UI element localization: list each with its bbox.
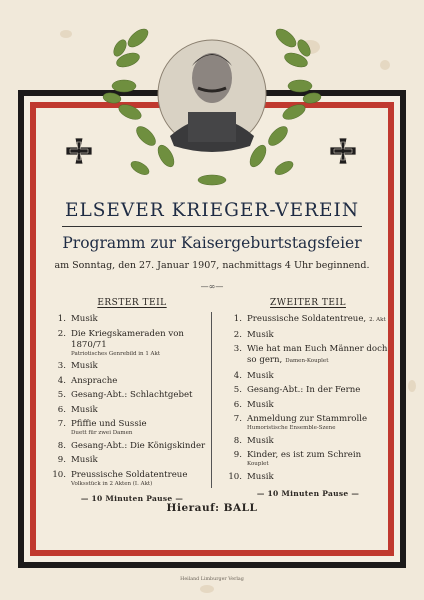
program-item-number: 3.	[233, 344, 242, 354]
portrait-wreath-icon	[100, 8, 324, 188]
finale-ball: Hierauf: BALL	[166, 502, 258, 514]
stain	[380, 60, 390, 70]
program-item-title: Musik	[247, 435, 274, 446]
page-subtitle: Programm zur Kaisergeburtstagsfeier	[62, 234, 362, 252]
program-item-title: Preussische Soldatentreue	[71, 469, 188, 480]
program-item-title: Musik	[247, 329, 274, 340]
program-item-number: 3.	[57, 361, 66, 371]
program-item-entry	[71, 390, 212, 401]
page-title: ELSEVER KRIEGER-VEREIN	[64, 200, 360, 221]
program-part-1	[52, 298, 212, 503]
iron-cross-left-icon	[64, 136, 94, 166]
program-item-note: Volksstück in 2 Akten (I. Akt)	[71, 480, 153, 487]
program-item-title: Musik	[71, 361, 98, 371]
program-item	[228, 371, 388, 382]
program-item-title: Musik	[247, 471, 274, 482]
program-item-entry	[247, 314, 388, 326]
program-item-title: Musik	[247, 370, 274, 381]
program-item-number: 9.	[57, 455, 66, 465]
program-item-number: 8.	[233, 435, 242, 446]
program-item-title: Gesang-Abt.: Die Königskinder	[71, 440, 206, 451]
program-item-entry	[71, 314, 212, 325]
program-item-number: 7.	[57, 419, 66, 429]
printer-imprint: Heiland Limburger Verlag	[180, 577, 244, 582]
program-item	[52, 455, 212, 466]
program-item-title: Die Kriegskameraden von 1870/71	[71, 328, 184, 350]
program-item	[52, 329, 212, 358]
program-item-note: Humoristische Ensemble-Szene	[247, 425, 336, 431]
program-item-number: 5.	[233, 385, 242, 395]
program-item-title: Musik	[247, 399, 274, 410]
program-item-entry	[71, 470, 212, 488]
stain	[200, 585, 214, 593]
program-item-number: 8.	[57, 440, 66, 451]
ornament-divider: —∞—	[200, 282, 224, 291]
program-item-entry	[71, 455, 212, 466]
program-item	[228, 400, 388, 411]
program-item	[52, 405, 212, 416]
program-item	[228, 314, 388, 326]
title-rule	[62, 226, 362, 227]
program-item-entry	[71, 441, 212, 452]
program-item-entry	[71, 329, 212, 358]
program-item-note: Patriotisches Genrebild in 1 Akt	[71, 350, 161, 357]
program-item-entry	[247, 436, 388, 447]
program-item-title: Musik	[71, 455, 98, 465]
program-item-title: Ansprache	[71, 375, 118, 386]
program-item-number: 5.	[57, 390, 66, 400]
program-item	[228, 344, 388, 367]
program-item-entry	[71, 376, 212, 387]
program-item-entry	[247, 371, 388, 382]
part-2-pause: — 10 Minuten Pause —	[256, 488, 360, 498]
column-divider	[211, 312, 212, 488]
event-dateline: am Sonntag, den 27. Januar 1907, nachmittags 4 Uhr beginnend.	[54, 260, 370, 271]
program-item-title: Wie hat man Euch Männer doch so gern,	[247, 344, 388, 365]
program-item-title: Musik	[71, 314, 98, 324]
program-item-entry	[71, 419, 212, 437]
program-item-entry	[247, 330, 388, 341]
program-item-title: Preussische Soldatentreue,	[247, 314, 367, 324]
program-item	[52, 419, 212, 437]
program-item-number: 1.	[233, 314, 242, 324]
program-item-title: Gesang-Abt.: Schlachtgebet	[71, 390, 193, 400]
program-item-title: Pfiffie und Sussie	[71, 419, 147, 429]
program-item-entry	[247, 400, 388, 411]
program-item-entry	[71, 405, 212, 416]
program-item-number: 2.	[233, 329, 242, 340]
program-item-inline-note: Damen-Kouplet	[285, 358, 329, 364]
program-item-number: 10.	[52, 469, 66, 480]
program-item-number: 1.	[57, 314, 66, 324]
program-item-entry	[247, 450, 388, 468]
program-item-note: Duett für zwei Damen	[71, 430, 133, 436]
program-item	[52, 314, 212, 325]
program-item-entry	[71, 361, 212, 372]
program-item	[228, 330, 388, 341]
iron-cross-right-icon	[328, 136, 358, 166]
program-item-entry	[247, 344, 388, 367]
program-item	[52, 470, 212, 488]
program-item	[228, 450, 388, 468]
program-item-title: Anmeldung zur Stammrolle	[247, 414, 368, 424]
program-item-title: Musik	[71, 404, 98, 415]
program-item-number: 2.	[57, 328, 66, 339]
program-item-entry	[247, 414, 388, 432]
program-item-title: Gesang-Abt.: In der Ferne	[247, 385, 361, 395]
part-1-heading: ERSTER TEIL	[97, 298, 167, 308]
program-item	[52, 390, 212, 401]
program-item-entry	[247, 472, 388, 483]
stain	[60, 30, 72, 38]
program-item-number: 6.	[233, 399, 242, 410]
program-item	[52, 441, 212, 452]
program-item-title: Kinder, es ist zum Schrein	[247, 450, 362, 460]
program-item	[228, 436, 388, 447]
program-item-inline-note: 2. Akt	[369, 317, 386, 323]
program-item-note: Kouplet	[247, 461, 269, 467]
program-item	[52, 376, 212, 387]
part-1-pause: — 10 Minuten Pause —	[80, 493, 184, 503]
program-item	[228, 472, 388, 483]
program-item-number: 4.	[57, 375, 66, 386]
part-2-heading: ZWEITER TEIL	[270, 298, 346, 308]
program-item-entry	[247, 385, 388, 396]
program-item-number: 6.	[57, 404, 66, 415]
program-item-number: 7.	[233, 414, 242, 424]
program-item	[52, 361, 212, 372]
program-part-2	[228, 298, 388, 498]
stain	[408, 380, 416, 392]
program-item-number: 9.	[233, 450, 242, 460]
program-item	[228, 414, 388, 432]
program-item-number: 10.	[228, 471, 242, 482]
program-item-number: 4.	[233, 370, 242, 381]
program-item	[228, 385, 388, 396]
